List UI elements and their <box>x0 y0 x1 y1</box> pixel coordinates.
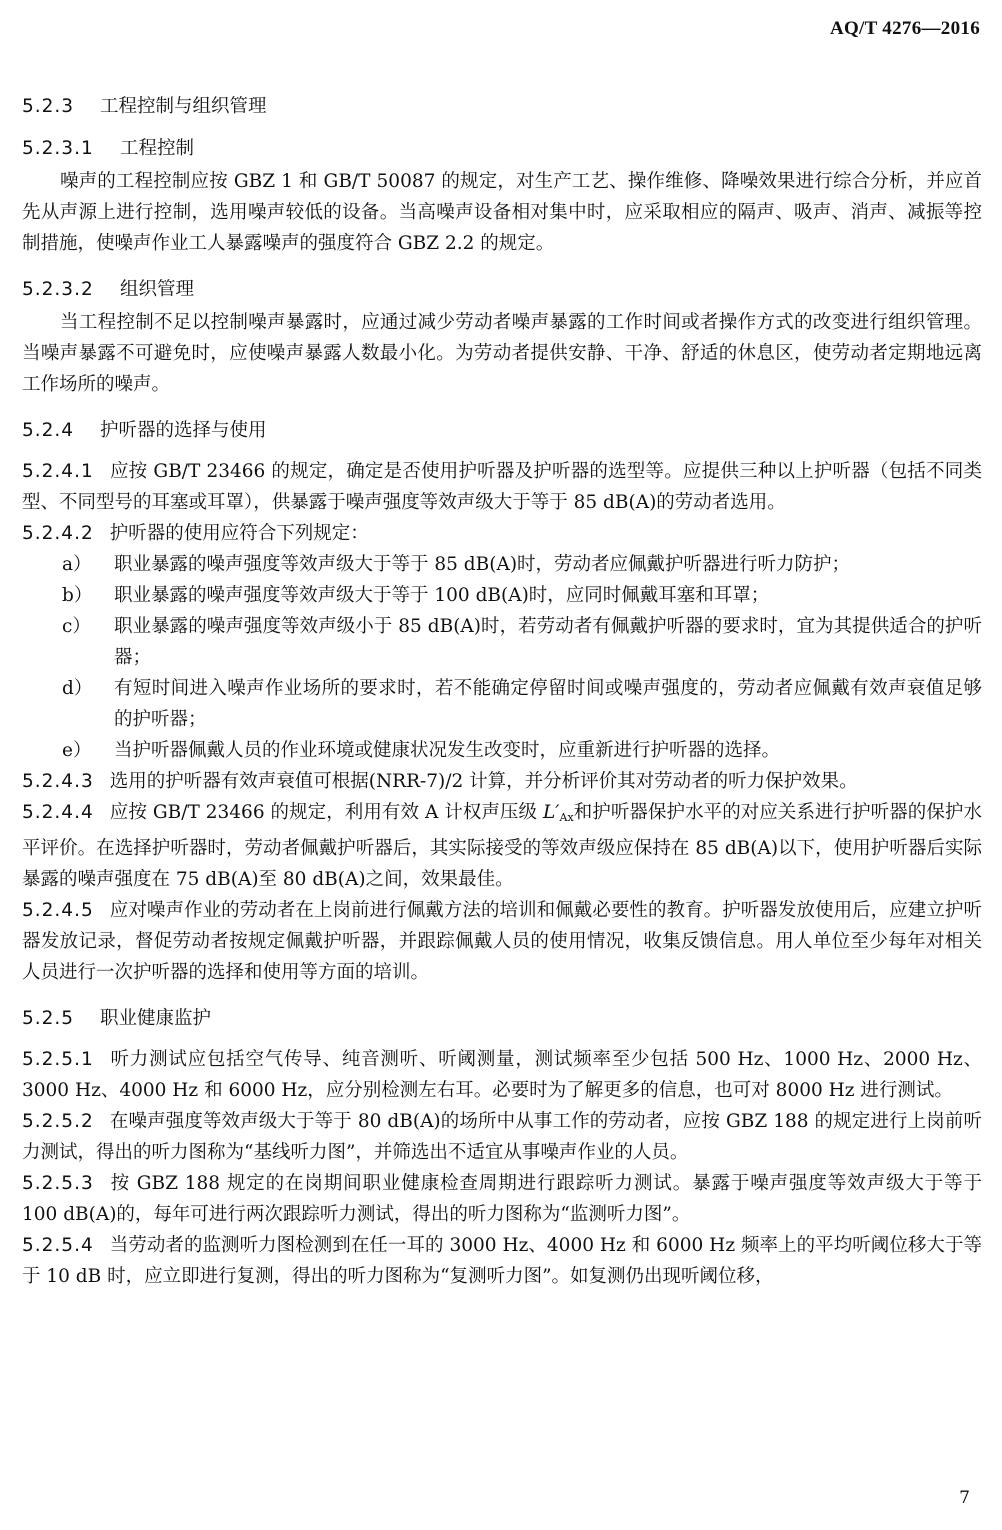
clause-5-2-4-2 <box>22 518 982 549</box>
clause-5-2-5-2 <box>22 1106 982 1168</box>
clause-5-2-5-3 <box>22 1168 982 1230</box>
clause-text: 按 GBZ 188 规定的在岗期间职业健康检查周期进行跟踪听力测试。暴露于噪声强度等效声级大于等于 100 dB(A)的，每年可进行两次跟踪听力测试，得出的听力图称为“监测听力图”。 <box>22 1173 982 1225</box>
standard-code-header: AQ/T 4276—2016 <box>829 18 980 39</box>
symbol-subscript: Ax <box>559 811 574 824</box>
list-item-text: 当护听器佩戴人员的作业环境或健康状况发生改变时，应重新进行护听器的选择。 <box>114 740 781 761</box>
clause-text-post: 和护听器保护水平的对应关系进行护听器的保护水平评价。在选择护听器时，劳动者佩戴护听器后，其实际接受的等效声级应保持在 85 dB(A)以下，使用护听器后实际暴露的噪声强度在 75 dB(A)至 80 dB(A)之间，效果最佳。 <box>22 802 982 890</box>
list-item <box>22 735 982 766</box>
clause-5-2-4-4 <box>22 797 982 895</box>
clause-number: 5.2.4.5 <box>22 900 94 921</box>
clause-number: 5.2.5.1 <box>22 1049 94 1070</box>
list-item <box>22 580 982 611</box>
section-5-2-3-2-heading <box>22 273 982 307</box>
symbol-l-prime: L′ <box>543 802 560 823</box>
section-5-2-3-heading <box>22 90 982 124</box>
clause-5-2-4-5 <box>22 895 982 988</box>
clause-text: 应对噪声作业的劳动者在上岗前进行佩戴方法的培训和佩戴必要性的教育。护听器发放使用后，应建立护听器发放记录，督促劳动者按规定佩戴护听器，并跟踪佩戴人员的使用情况，收集反馈信息。用人单位至少每年对相关人员进行一次护听器的选择和使用等方面的培训。 <box>22 900 982 983</box>
list-item-label: e） <box>62 740 92 761</box>
list-item-text: 职业暴露的噪声强度等效声级大于等于 100 dB(A)时，应同时佩戴耳塞和耳罩； <box>114 585 770 606</box>
clause-text: 听力测试应包括空气传导、纯音测听、听阈测量，测试频率至少包括 500 Hz、1000 Hz、2000 Hz、3000 Hz、4000 Hz 和 6000 Hz，应分别检测左右耳。必要时为了解更多的信息，也可对 8000 Hz 进行测试。 <box>22 1049 982 1101</box>
section-title: 工程控制与组织管理 <box>100 96 267 117</box>
clause-text: 护听器的使用应符合下列规定： <box>109 523 369 544</box>
clause-number: 5.2.4.4 <box>22 802 94 823</box>
section-5-2-3-1-body: 噪声的工程控制应按 GBZ 1 和 GB/T 50087 的规定，对生产工艺、操作维修、降噪效果进行综合分析，并应首先从声源上进行控制，选用噪声较低的设备。当高噪声设备相对集中时，应采取相应的隔声、吸声、消声、减振等控制措施，使噪声作业工人暴露噪声的强度符合 GBZ 2.2 的规定。 <box>22 171 982 254</box>
clause-5-2-5-1 <box>22 1044 982 1106</box>
section-number: 5.2.3.1 <box>22 138 94 159</box>
list-item-label: d） <box>62 678 93 699</box>
clause-text: 应按 GB/T 23466 的规定，确定是否使用护听器及护听器的选型等。应提供三种以上护听器（包括不同类型、不同型号的耳塞或耳罩），供暴露于噪声强度等效声级大于等于 85 dB(A)的劳动者选用。 <box>22 461 982 513</box>
list-item-label: b） <box>62 585 93 606</box>
list-item-text: 有短时间进入噪声作业场所的要求时，若不能确定停留时间或噪声强度的，劳动者应佩戴有效声衰值足够的护听器； <box>114 678 982 730</box>
clause-number: 5.2.5.3 <box>22 1173 94 1194</box>
clause-text: 在噪声强度等效声级大于等于 80 dB(A)的场所中从事工作的劳动者，应按 GBZ 188 的规定进行上岗前听力测试，得出的听力图称为“基线听力图”，并筛选出不适宜从事噪声作业的人员。 <box>22 1111 982 1163</box>
list-item <box>22 549 982 580</box>
section-title: 职业健康监护 <box>100 1008 212 1029</box>
section-title: 组织管理 <box>120 279 195 300</box>
clause-number: 5.2.5.4 <box>22 1235 94 1256</box>
clause-number: 5.2.5.2 <box>22 1111 94 1132</box>
section-number: 5.2.5 <box>22 1008 75 1029</box>
section-5-2-3-1-heading <box>22 132 982 166</box>
list-item <box>22 611 982 673</box>
document-body <box>22 90 982 1292</box>
clause-text: 当劳动者的监测听力图检测到在任一耳的 3000 Hz、4000 Hz 和 6000 Hz 频率上的平均听阈位移大于等于 10 dB 时，应立即进行复测，得出的听力图称为“复测听力图”。如复测仍出现听阈位移， <box>22 1235 982 1287</box>
clause-5-2-5-4 <box>22 1230 982 1292</box>
section-5-2-5-heading <box>22 1002 982 1036</box>
section-number: 5.2.3 <box>22 96 75 117</box>
clause-number: 5.2.4.1 <box>22 461 94 482</box>
list-item-label: a） <box>62 554 92 575</box>
section-number: 5.2.4 <box>22 420 75 441</box>
section-title: 工程控制 <box>120 138 195 159</box>
list-item <box>22 673 982 735</box>
clause-5-2-4-1 <box>22 456 982 518</box>
clause-number: 5.2.4.2 <box>22 523 94 544</box>
clause-text-pre: 应按 GB/T 23466 的规定，利用有效 A 计权声压级 <box>109 802 543 823</box>
list-item-text: 职业暴露的噪声强度等效声级小于 85 dB(A)时，若劳动者有佩戴护听器的要求时，宜为其提供适合的护听器； <box>114 616 982 668</box>
page-number: 7 <box>959 1488 970 1508</box>
list-item-text: 职业暴露的噪声强度等效声级大于等于 85 dB(A)时，劳动者应佩戴护听器进行听力防护； <box>114 554 851 575</box>
clause-5-2-4-3 <box>22 766 982 797</box>
section-number: 5.2.3.2 <box>22 279 94 300</box>
clause-text: 选用的护听器有效声衰值可根据(NRR-7)/2 计算，并分析评价其对劳动者的听力保护效果。 <box>109 771 858 792</box>
section-5-2-3-2-body: 当工程控制不足以控制噪声暴露时，应通过减少劳动者噪声暴露的工作时间或者操作方式的改变进行组织管理。当噪声暴露不可避免时，应使噪声暴露人数最小化。为劳动者提供安静、干净、舒适的休息区，使劳动者定期地远离工作场所的噪声。 <box>22 312 982 395</box>
section-title: 护听器的选择与使用 <box>100 420 267 441</box>
list-item-label: c） <box>62 616 91 637</box>
clause-number: 5.2.4.3 <box>22 771 94 792</box>
section-5-2-4-heading <box>22 414 982 448</box>
